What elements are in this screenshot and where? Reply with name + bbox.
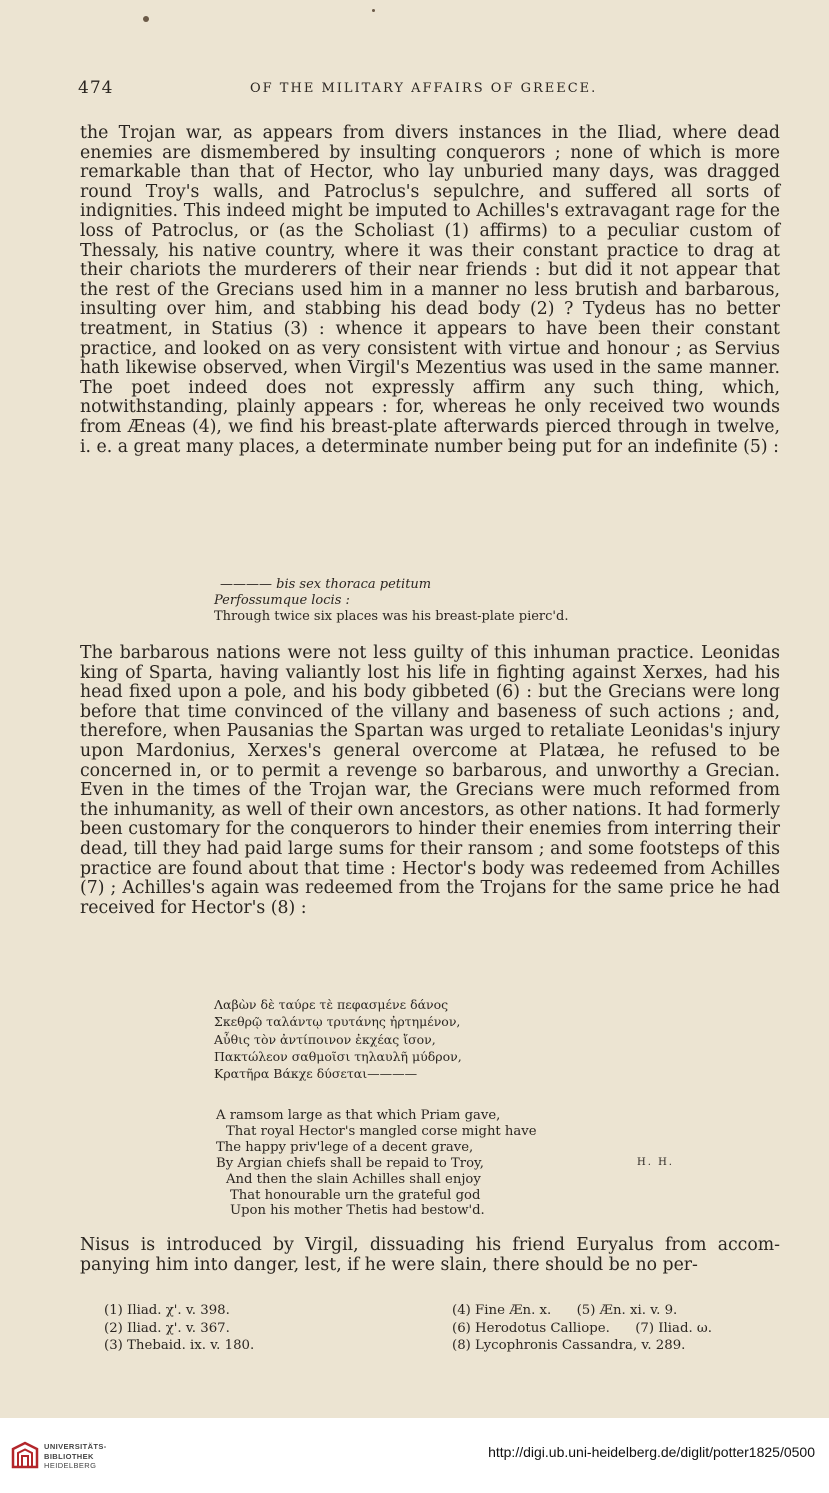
library-name-line: HEIDELBERG (44, 1461, 97, 1470)
ink-spot (372, 9, 375, 12)
body-paragraph-1: the Trojan war, as appears from divers instances in the Iliad, where dead enemies are dismembered by insulting conquerors ; none of which is more remarkable than that of Hector, who lay unburied many days, was dragged round Troy's walls, and Patroclus's sepulchre, and suffered all sorts of indignities. This indeed might be imputed to Achilles's extravagant rage for the loss of Patroclus, or (as the Scholiast (1) affirms) to a peculiar custom of Thessaly, his native country, where it was their constant practice to drag at their chariots the murderers of their near friends : but did it not appear that the rest of the Grecians used him in a manner no less brutish and barbarous, insulting over him, and stabbing his dead body (2) ? Tydeus has no better treatment, in Statius (3) : whence it appears to have been their constant practice, and looked on as very consistent with virtue and honour ; as Servius hath likewise observed, when Virgil's Mezentius was used in the same manner. The poet indeed does not expressly affirm any such thing, which, notwithstanding, plainly appears : for, whereas he only received two wounds from Æneas (4), we find his breast-plate afterwards pierced through in twelve, i. e. a great many places, a determinate number being put for an indefinite (5) : (80, 123, 780, 457)
greek-line: Λαβὼν δὲ ταύρε τὲ πεφασμένε δάνος (214, 997, 449, 1012)
body-paragraph-3: Nisus is introduced by Virgil, dissuading his friend Euryalus from accompanying him into danger, lest, if he were slain, there should be no per- (80, 1235, 780, 1275)
greek-line: Κρατῆρα Βάκχε δύσεται———— (214, 1066, 418, 1082)
latin-line: Perfossumque locis : (214, 593, 350, 608)
footnote: (1) Iliad. χ'. v. 398. (104, 1303, 230, 1318)
footnote: (3) Thebaid. ix. v. 180. (104, 1338, 255, 1354)
body-paragraph-2: The barbarous nations were not less guilty of this inhuman practice. Leonidas king of Sparta, having valiantly lost his life in fighting against Xerxes, had his head fixed upon a pole, and his body gibbeted (6) : but the Grecians were long before that time convinced of the villany and baseness of such actions ; and, therefore, when Pausanias the Spartan was urged to retaliate Leonidas's injury upon Mardonius, Xerxes's general overcome at Platæa, he refused to be concerned in, or to permit a revenge so barbarous, and unworthy a Grecian. Even in the times of the Trojan war, the Grecians were much reformed from the inhumanity, as well of their own ancestors, as other nations. It had formerly been customary for the conquerors to hinder their enemies from interring their dead, till they had paid large sums for their ransom ; and some footsteps of this practice are found about that time : Hector's body was redeemed from Achilles (7) ; Achilles's again was redeemed from the Trojans for the same price he had received for Hector's (8) : (80, 643, 780, 918)
page-number: 474 (78, 78, 114, 98)
translator-initials: H. H. (637, 1157, 674, 1168)
footnote: (8) Lycophronis Cassandra, v. 289. (452, 1338, 686, 1354)
translation-line: That royal Hector's mangled corse might have (226, 1123, 537, 1139)
source-url-link[interactable]: http://digi.ub.uni-heidelberg.de/diglit/potter1825/0500 (488, 1444, 815, 1460)
translation-line: By Argian chiefs shall be repaid to Troy, (216, 1155, 484, 1171)
greek-line: Πακτώλεον σαθμοῖσι τηλαυλῆ μύδρον, (214, 1048, 462, 1064)
library-name-line: BIBLIOTHEK (44, 1451, 94, 1461)
translation-line: That honourable urn the grateful god (230, 1187, 481, 1203)
running-head: OF THE MILITARY AFFAIRS OF GREECE. (250, 81, 598, 96)
greek-quotation (214, 996, 634, 1082)
footnote: (2) Iliad. χ'. v. 367. (104, 1320, 230, 1336)
latin-translation: Through twice six places was his breast-plate pierc'd. (214, 609, 569, 624)
university-library-logo-icon (10, 1440, 40, 1470)
footnote: (6) Herodotus Calliope. (7) Iliad. ω. (452, 1320, 712, 1336)
footnote: (4) Fine Æn. x. (5) Æn. xi. v. 9. (452, 1303, 678, 1318)
latin-line: ———— bis sex thoraca petitum (220, 577, 432, 592)
greek-line: Σκεθρῷ ταλάντῳ τρυτάνης ἠρτημένον, (214, 1014, 461, 1030)
translation-line: And then the slain Achilles shall enjoy (226, 1171, 481, 1187)
library-name (44, 1442, 107, 1471)
translation-line: Upon his mother Thetis had bestow'd. (230, 1203, 485, 1219)
library-name-line: UNIVERSITÄTS- (44, 1442, 107, 1451)
translation-line: A ramsom large as that which Priam gave, (216, 1108, 501, 1123)
footnotes-right (452, 1302, 782, 1355)
translation-line: The happy priv'lege of a decent grave, (216, 1139, 474, 1155)
digitization-footer (0, 1418, 829, 1493)
latin-quotation (214, 577, 634, 625)
footnotes-left (104, 1302, 404, 1355)
english-verse-translation (214, 1108, 634, 1219)
ink-spot (143, 16, 149, 22)
page-header (78, 78, 778, 104)
greek-line: Αὖθις τὸν ἀντίποινον ἐκχέας ἴσον, (214, 1031, 436, 1047)
